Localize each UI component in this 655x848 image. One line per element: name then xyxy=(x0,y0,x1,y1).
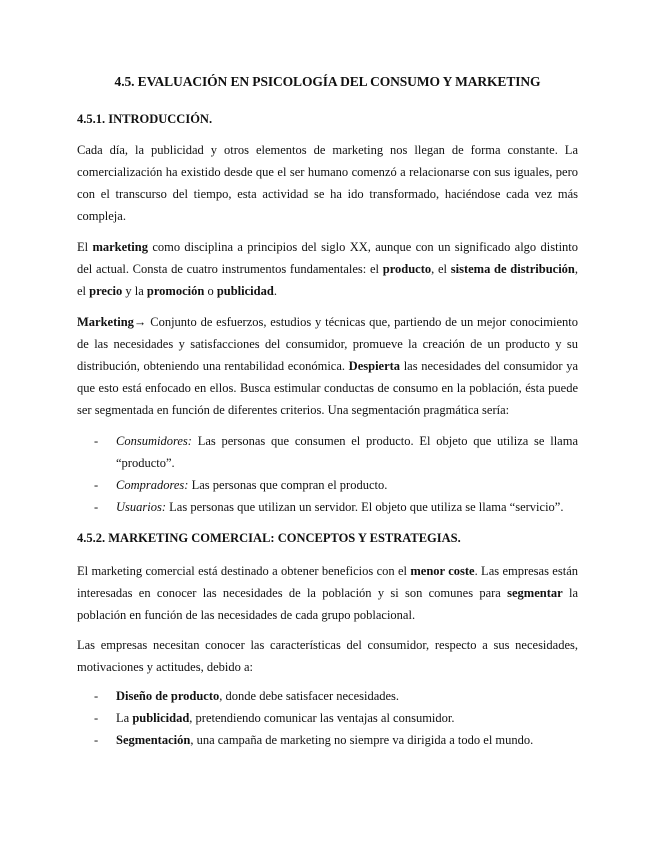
paragraph-intro: Cada día, la publicidad y otros elementos de marketing nos llegan de forma constante. La comercialización ha existido desde que el ser humano comenzó a relacionarse con sus iguales, pero con el transcurso del tiempo, esta actividad se ha ido transformado, haciéndose cada vez más compleja. xyxy=(77,143,578,223)
section-heading-marketing-comercial: 4.5.2. MARKETING COMERCIAL: CONCEPTOS Y ESTRATEGIAS. xyxy=(77,531,461,545)
list-item: - Usuarios: Las personas que utilizan un servidor. El objeto que utiliza se llama “servicio”. xyxy=(94,500,564,514)
list-item: - Compradores: Las personas que compran el producto. xyxy=(94,478,388,492)
list-item: - Consumidores: Las personas que consumen el producto. El objeto que utiliza se llama “producto”. xyxy=(94,434,578,470)
paragraph-caracteristicas: Las empresas necesitan conocer las características del consumidor, respecto a sus necesidades, motivaciones y actitudes, debido a: xyxy=(77,638,578,674)
page-title: 4.5. EVALUACIÓN EN PSICOLOGÍA DEL CONSUMO Y MARKETING xyxy=(114,74,541,89)
paragraph-marketing-definition: El marketing como disciplina a principios del siglo XX, aunque con un significado algo distinto del actual. Consta de cuatro instrumentos fundamentales: el producto, el sistema de distribución, el precio y la promoción o publicidad. xyxy=(77,240,579,298)
list-item: - Diseño de producto, donde debe satisfacer necesidades. xyxy=(94,689,400,703)
segmentation-list xyxy=(77,430,578,518)
needs-list xyxy=(77,685,578,751)
section-heading-introduccion: 4.5.1. INTRODUCCIÓN. xyxy=(77,112,213,126)
list-item: - La publicidad, pretendiendo comunicar las ventajas al consumidor. xyxy=(94,711,455,725)
paragraph-marketing-concept: Marketing→ Conjunto de esfuerzos, estudios y técnicas que, partiendo de un mejor conocimiento de las necesidades y satisfacciones del consumidor, promueve la creación de un producto y su distribución, obteniendo una rentabilidad económica. Despierta las necesidades del consumidor ya que esto está enfocado en ellos. Busca estimular conductas de consumo en la población, ésta puede ser segmentada en función de diferentes criterios. Una segmentación pragmática sería: xyxy=(77,315,578,417)
paragraph-marketing-comercial: El marketing comercial está destinado a obtener beneficios con el menor coste. Las empresas están interesadas en conocer las necesidades de la población y si son comunes para segmentar la población en función de las necesidades de cada grupo poblacional. xyxy=(77,564,578,622)
list-item: - Segmentación, una campaña de marketing no siempre va dirigida a todo el mundo. xyxy=(94,733,534,747)
